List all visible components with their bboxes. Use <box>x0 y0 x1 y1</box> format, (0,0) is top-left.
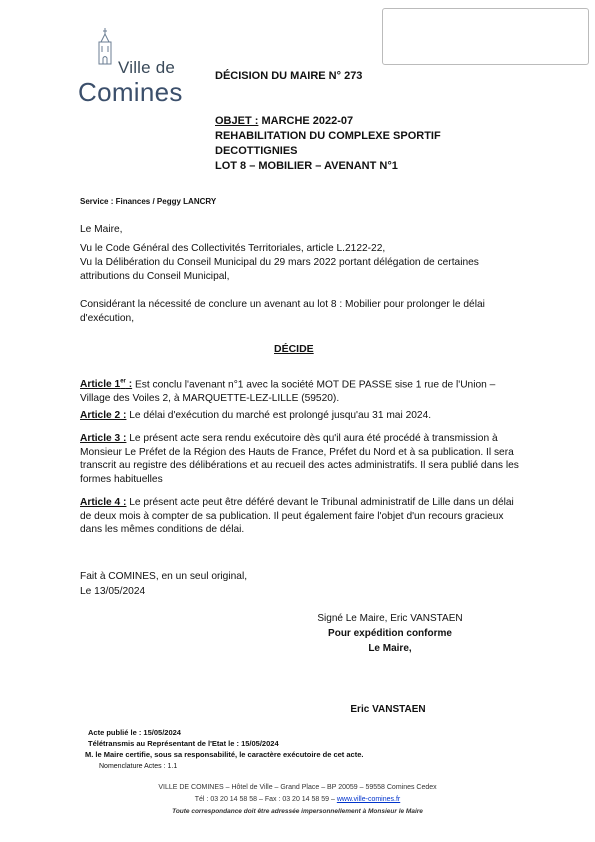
article-1 <box>80 376 520 405</box>
city-logo <box>78 26 198 107</box>
objet-line-3: DECOTTIGNIES <box>215 145 298 157</box>
certification: M. le Maire certifie, sous sa responsabilité, le caractère exécutoire de cet acte. <box>85 750 364 759</box>
stamp-box <box>382 8 589 65</box>
fait-a: Fait à COMINES, en un seul original, <box>80 571 248 582</box>
objet-line-4: LOT 8 – MOBILIER – AVENANT N°1 <box>215 160 398 172</box>
service-line: Service : Finances / Peggy LANCRY <box>80 197 217 206</box>
signature-line-1: Signé Le Maire, Eric VANSTAEN <box>317 613 463 624</box>
article-2-label: Article 2 : <box>80 410 127 421</box>
logo-text-ville: Ville de <box>118 58 176 77</box>
article-3-label: Article 3 : <box>80 433 127 444</box>
article-1-text: Est conclu l'avenant n°1 avec la société MOT DE PASSE sise 1 rue de l'Union – Village des Voiles 2, à MARQUETTE-LEZ-LILLE (59520). <box>80 379 496 404</box>
considerant: Considérant la nécessité de conclure un avenant au lot 8 : Mobilier pour prolonger le délai d'exécution, <box>80 299 485 324</box>
objet-line-2: REHABILITATION DU COMPLEXE SPORTIF <box>215 130 441 142</box>
objet-label: OBJET : <box>215 115 259 127</box>
objet-text: MARCHE 2022-07 <box>258 115 354 127</box>
signature-line-2: Pour expédition conforme <box>328 628 452 639</box>
objet-line <box>215 114 353 129</box>
article-1-sup: er <box>120 379 126 385</box>
teletransmis: Télétransmis au Représentant de l'Etat le : 15/05/2024 <box>88 739 279 748</box>
nomenclature: Nomenclature Actes : 1.1 <box>99 763 178 770</box>
website-link[interactable]: www.ville-comines.fr <box>336 796 401 803</box>
vu-code: Vu le Code Général des Collectivités Territoriales, article L.2122-22, <box>80 243 386 254</box>
article-1-colon: : <box>125 379 133 391</box>
footer-address: VILLE DE COMINES – Hôtel de Ville – Grand Place – BP 20059 – 59558 Comines Cedex <box>158 784 437 791</box>
signature-name: Eric VANSTAEN <box>350 704 426 715</box>
acte-publie: Acte publié le : 15/05/2024 <box>88 728 181 737</box>
salutation: Le Maire, <box>80 224 123 235</box>
date-line: Le 13/05/2024 <box>80 586 146 597</box>
article-1-label: Article 1 <box>80 379 121 391</box>
logo-text-comines: Comines <box>78 77 183 107</box>
signature-line-3: Le Maire, <box>368 643 412 654</box>
decision-title: DÉCISION DU MAIRE N° 273 <box>215 70 363 82</box>
article-3 <box>80 432 520 486</box>
article-2-text: Le délai d'exécution du marché est prolongé jusqu'au 31 mai 2024. <box>126 410 432 421</box>
footer-phone: Tél : 03 20 14 58 58 – Fax : 03 20 14 58 59 – <box>194 796 337 803</box>
article-3-text: Le présent acte sera rendu exécutoire dès qu'il aura été procédé à transmission à Monsieur Le Préfet de la Région des Hauts de France, Préfet du Nord et à sa publication. Il sera transcrit au registre des délibérations et au recueil des actes administratifs. Il sera publié dans les formes habituelles <box>80 433 519 485</box>
decide-heading: DÉCIDE <box>274 343 314 355</box>
article-4-label: Article 4 : <box>80 497 127 508</box>
vu-deliberation: Vu la Délibération du Conseil Municipal du 29 mars 2022 portant délégation de certaines attributions du Conseil Municipal, <box>80 257 479 282</box>
article-4-text: Le présent acte peut être déféré devant le Tribunal administratif de Lille dans un délai de deux mois à compter de sa publication. Il peut également faire l'objet d'un recours gracieux dans les mêmes conditions de délai. <box>80 497 514 535</box>
article-4 <box>80 496 520 537</box>
footer-notice: Toute correspondance doit être adressée impersonnellement à Monsieur le Maire <box>172 808 423 815</box>
article-2 <box>80 409 520 423</box>
footer-contact <box>0 795 595 805</box>
